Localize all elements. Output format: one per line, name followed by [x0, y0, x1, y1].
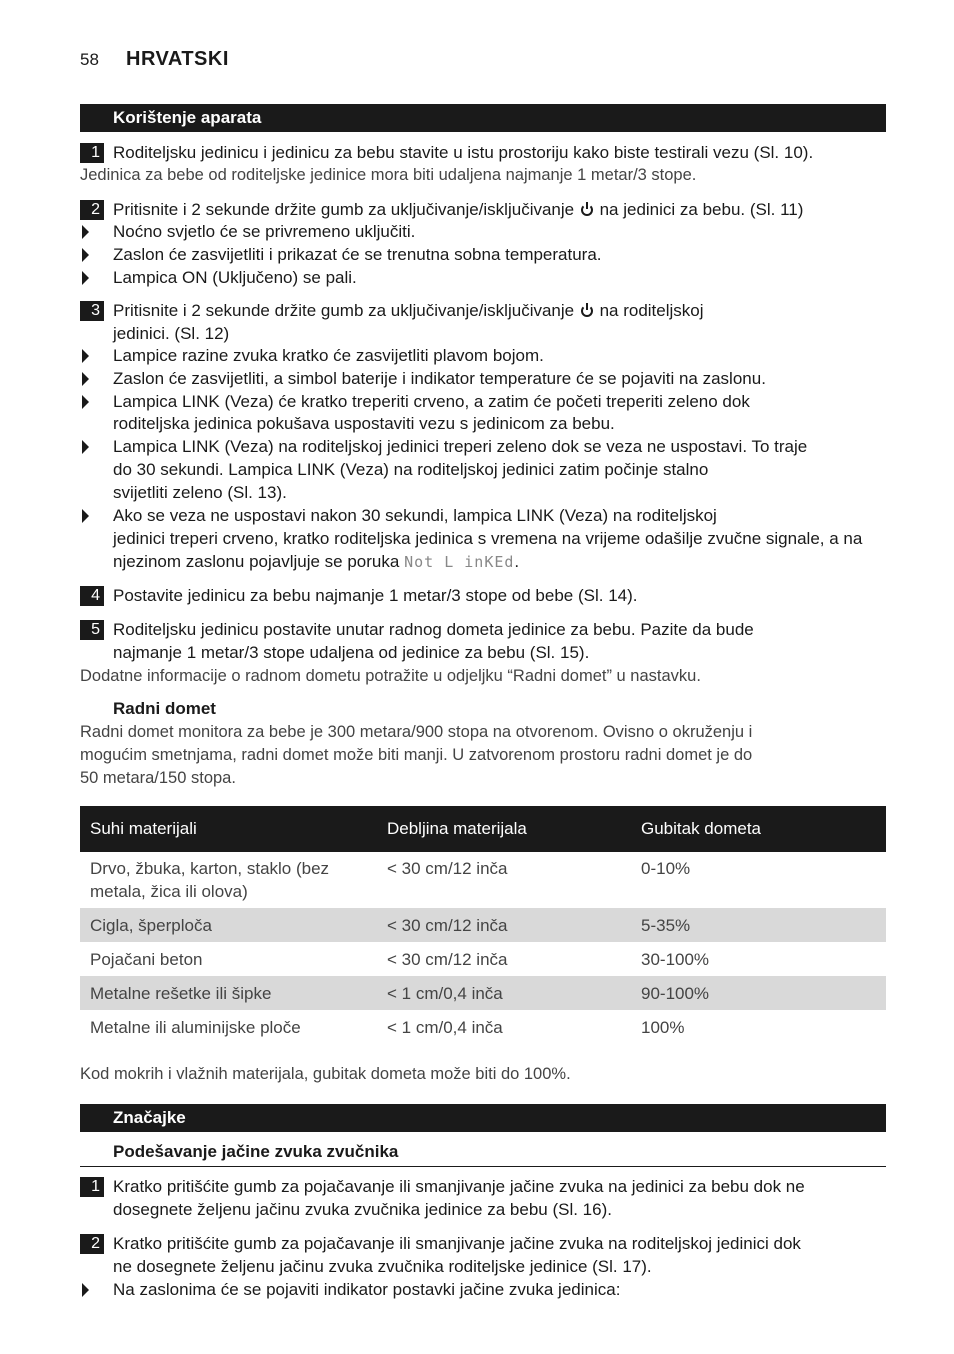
- table-cell: 5-35%: [641, 916, 691, 935]
- bullet-text: Zaslon će zasvijetliti, a simbol baterije i indikator temperature će se pojaviti na zaslonu.: [113, 369, 766, 388]
- subsection-title: Podešavanje jačine zvuka zvučnika: [113, 1142, 399, 1161]
- footnote: Kod mokrih i vlažnih materijala, gubitak dometa može biti do 100%.: [80, 1065, 571, 1083]
- step-number: 1: [80, 143, 104, 163]
- bullet-icon: [82, 349, 89, 363]
- bullet-icon: [82, 1283, 89, 1297]
- step-number: 5: [80, 620, 104, 640]
- step-number: 1: [80, 1177, 104, 1197]
- bullet-text: roditeljska jedinica pokušava uspostaviti vezu s jedinicom za bebu.: [113, 414, 615, 433]
- bullet-icon: [82, 248, 89, 262]
- range-heading: Radni domet: [113, 699, 216, 718]
- table-cell: < 30 cm/12 inča: [387, 859, 508, 878]
- bullet-text: njezinom zaslonu pojavljuje se poruka Not L inKEd.: [113, 552, 520, 571]
- step-text: jedinici. (Sl. 12): [113, 324, 230, 343]
- table-cell: < 30 cm/12 inča: [387, 950, 508, 969]
- table-cell: Cigla, šperploča: [90, 916, 212, 935]
- step-number: 3: [80, 301, 104, 321]
- step-text: Kratko pritišćite gumb za pojačavanje ili smanjivanje jačine zvuka na roditeljskoj jedinici dok: [113, 1234, 801, 1253]
- paragraph-line: Radni domet monitora za bebe je 300 metara/900 stopa na otvorenom. Ovisno o okruženju i: [80, 723, 753, 741]
- bullet-text: Lampica LINK (Veza) će kratko treperiti crveno, a zatim će početi treperiti zeleno dok: [113, 392, 750, 411]
- bullet-text: Noćno svjetlo će se privremeno uključiti.: [113, 222, 416, 241]
- table-cell: < 1 cm/0,4 inča: [387, 984, 503, 1003]
- step-text: Pritisnite i 2 sekunde držite gumb za uključivanje/isključivanje na roditeljskoj: [113, 301, 704, 320]
- step-text: Roditeljsku jedinicu postavite unutar radnog dometa jedinice za bebu. Pazite da bude: [113, 620, 754, 639]
- step-text: Pritisnite i 2 sekunde držite gumb za uključivanje/isključivanje na jedinici za bebu. (Sl. 11): [113, 200, 804, 219]
- table-cell: Metalne rešetke ili šipke: [90, 984, 272, 1003]
- bullet-icon: [82, 372, 89, 386]
- paragraph-line: 50 metara/150 stopa.: [80, 769, 236, 787]
- page-number: 58: [80, 50, 99, 69]
- table-row: [80, 908, 886, 942]
- table-cell: 0-10%: [641, 859, 691, 878]
- divider: [80, 1166, 886, 1167]
- step-number: 2: [80, 200, 104, 220]
- note-text: Jedinica za bebe od roditeljske jedinice mora biti udaljena najmanje 1 metar/3 stope.: [80, 166, 697, 184]
- column-header: Debljina materijala: [387, 819, 527, 838]
- bullet-icon: [82, 395, 89, 409]
- column-header: Gubitak dometa: [641, 819, 762, 838]
- bullet-icon: [82, 271, 89, 285]
- table-cell: 100%: [641, 1018, 685, 1037]
- bullet-icon: [82, 225, 89, 239]
- bullet-text: svijetliti zeleno (Sl. 13).: [113, 483, 287, 502]
- bullet-text: do 30 sekundi. Lampica LINK (Veza) na roditeljskoj jedinici zatim počinje stalno: [113, 460, 709, 479]
- table-row: [80, 976, 886, 1010]
- bullet-text: Zaslon će zasvijetliti i prikazat će se trenutna sobna temperatura.: [113, 245, 602, 264]
- language-heading: HRVATSKI: [126, 48, 229, 70]
- bullet-text: Lampica ON (Uključeno) se pali.: [113, 268, 357, 287]
- power-icon: [581, 204, 593, 216]
- bullet-text: Lampice razine zvuka kratko će zasvijetliti plavom bojom.: [113, 346, 544, 365]
- section-title-usage: Korištenje aparata: [80, 104, 886, 132]
- step-text: ne dosegnete željenu jačinu zvuka zvučnika roditeljske jedinice (Sl. 17).: [113, 1257, 652, 1276]
- paragraph-line: mogućim smetnjama, radni domet može biti manji. U zatvorenom prostoru radni domet je do: [80, 746, 753, 764]
- table-cell: Drvo, žbuka, karton, staklo (bez metala, žica ili olova): [90, 859, 330, 901]
- bullet-icon: [82, 440, 89, 454]
- table-row: [80, 942, 886, 976]
- step-number: 2: [80, 1234, 104, 1254]
- step-text: Roditeljsku jedinicu i jedinicu za bebu stavite u istu prostoriju kako biste testirali vezu (Sl. 10).: [113, 143, 814, 162]
- step-text: Kratko pritišćite gumb za pojačavanje ili smanjivanje jačine zvuka na jedinici za bebu dok ne: [113, 1177, 805, 1196]
- note-text: Dodatne informacije o radnom dometu potražite u odjeljku “Radni domet” u nastavku.: [80, 667, 701, 685]
- table-cell: Pojačani beton: [90, 950, 203, 969]
- lcd-message: Not L inKEd: [404, 553, 515, 571]
- table-header: [80, 806, 886, 852]
- power-icon: [581, 305, 593, 317]
- table-cell: 90-100%: [641, 984, 710, 1003]
- bullet-icon: [82, 509, 89, 523]
- bullet-text: Lampica LINK (Veza) na roditeljskoj jedinici treperi zeleno dok se veza ne uspostavi. To traje: [113, 437, 808, 456]
- column-header: Suhi materijali: [90, 819, 197, 838]
- table-cell: 30-100%: [641, 950, 710, 969]
- bullet-text: Na zaslonima će se pojaviti indikator postavki jačine zvuka jedinica:: [113, 1280, 621, 1299]
- table-cell: Metalne ili aluminijske ploče: [90, 1018, 301, 1037]
- bullet-text: Ako se veza ne uspostavi nakon 30 sekundi, lampica LINK (Veza) na roditeljskoj: [113, 506, 717, 525]
- table-cell: < 30 cm/12 inča: [387, 916, 508, 935]
- table-row: [80, 852, 886, 908]
- section-title-features: Značajke: [80, 1104, 886, 1132]
- step-text: Postavite jedinicu za bebu najmanje 1 metar/3 stope od bebe (Sl. 14).: [113, 586, 638, 605]
- table-row: [80, 1010, 886, 1044]
- step-text: dosegnete željenu jačinu zvuka zvučnika jedinice za bebu (Sl. 16).: [113, 1200, 612, 1219]
- table-cell: < 1 cm/0,4 inča: [387, 1018, 503, 1037]
- step-text: najmanje 1 metar/3 stope udaljena od jedinice za bebu (Sl. 15).: [113, 643, 590, 662]
- bullet-text: jedinici treperi crveno, kratko roditeljska jedinica s vremena na vrijeme odašilje zvučne signale, a na: [113, 529, 863, 548]
- step-number: 4: [80, 586, 104, 606]
